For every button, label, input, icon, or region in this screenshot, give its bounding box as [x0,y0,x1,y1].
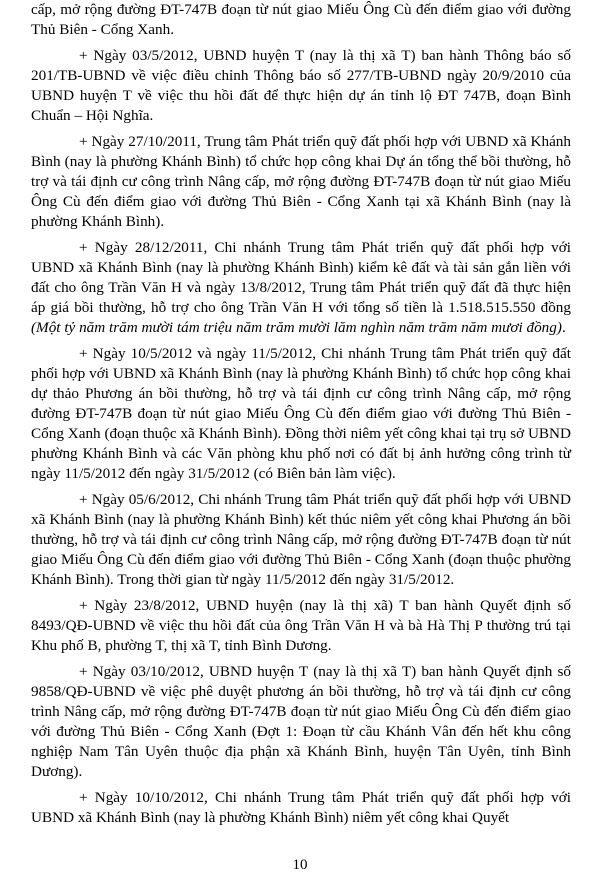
paragraph-6: + Ngày 05/6/2012, Chi nhánh Trung tâm Phát triển quỹ đất phối hợp với UBND xã Khánh Bình (nay là phường Khánh Bình) kết thúc niêm yết công khai Phương án bồi thường, hỗ trợ và tái định cư công trình Nâng cấp, mở rộng đường ĐT-747B đoạn từ nút giao Miếu Ông Cù đến điểm giao với đường Thủ Biên - Cổng Xanh (đoạn thuộc phường Khánh Bình). Trong thời gian từ ngày 11/5/2012 đến ngày 31/5/2012. [31,491,571,588]
paragraph-8: + Ngày 03/10/2012, UBND huyện T (nay là thị xã T) ban hành Quyết định số 9858/QĐ-UBND về việc phê duyệt phương án bồi thường, hỗ trợ và tái định cư công trình Nâng cấp, mở rộng đường ĐT-747B đoạn từ nút giao Miếu Ông Cù đến điểm giao với đường Thủ Biên - Cổng Xanh (Đợt 1: Đoạn từ cầu Khánh Vân đến hết khu công nghiệp Nam Tân Uyên thuộc địa phận xã Khánh Bình, huyện Tân Uyên, tỉnh Bình Dương). [31,663,571,780]
paragraph-4 [31,238,571,338]
paragraph-4-tail: . [561,319,566,336]
paragraph-3: + Ngày 27/10/2011, Trung tâm Phát triển quỹ đất phối hợp với UBND xã Khánh Bình (nay là phường Khánh Bình) tổ chức họp công khai Dự án tổng thể bồi thường, hỗ trợ và tái định cư công trình Nâng cấp, mở rộng đường ĐT-747B đoạn từ nút giao Miếu Ông Cù đến điểm giao với đường Thủ Biên - Cổng Xanh tại xã Khánh Bình (nay là phường Khánh Bình). [31,133,571,230]
document-body [31,0,571,834]
paragraph-2: + Ngày 03/5/2012, UBND huyện T (nay là thị xã T) ban hành Thông báo số 201/TB-UBND về việc điều chỉnh Thông báo số 277/TB-UBND ngày 20/9/2010 của UBND huyện T về việc thu hồi đất để thực hiện dự án tỉnh lộ ĐT 747B, đoạn Bình Chuẩn – Hội Nghĩa. [31,47,571,124]
paragraph-7: + Ngày 23/8/2012, UBND huyện (nay là thị xã) T ban hành Quyết định số 8493/QĐ-UBND về việc thu hồi đất của ông Trần Văn H và bà Hà Thị P thường trú tại Khu phố B, phường T, thị xã T, tỉnh Bình Dương. [31,597,571,654]
page-number: 10 [292,857,308,873]
paragraph-4-amount-in-words: (Một tỷ năm trăm mười tám triệu năm trăm mười lăm nghìn năm trăm năm mươi đồng) [31,319,562,336]
paragraph-5: + Ngày 10/5/2012 và ngày 11/5/2012, Chi nhánh Trung tâm Phát triển quỹ đất phối hợp với UBND xã Khánh Bình (nay là phường Khánh Bình) tổ chức họp công khai dự thảo Phương án bồi thường, hỗ trợ và tái định cư công trình Nâng cấp, mở rộng đường ĐT-747B đoạn từ nút giao Miếu Ông Cù đến điểm giao với đường Thủ Biên - Cổng Xanh (đoạn thuộc xã Khánh Bình). Đồng thời niêm yết công khai tại trụ sở UBND phường Khánh Bình và các Văn phòng khu phố nơi có đất bị ảnh hưởng công trình từ ngày 11/5/2012 đến ngày 31/5/2012 (có Biên bản làm việc). [31,345,571,482]
paragraph-4-text: + Ngày 28/12/2011, Chi nhánh Trung tâm Phát triển quỹ đất phối hợp với UBND xã Khánh Bình (nay là phường Khánh Bình) kiểm kê đất và tài sản gắn liền với đất cho ông Trần Văn H và ngày 13/8/2012, Trung tâm Phát triển quỹ đất đã thực hiện áp giá bồi thường, hỗ trợ cho ông Trần Văn H với tổng số tiền là 1.518.515.550 đồng [31,239,571,316]
paragraph-9: + Ngày 10/10/2012, Chi nhánh Trung tâm Phát triển quỹ đất phối hợp với UBND xã Khánh Bình (nay là phường Khánh Bình) niêm yết công khai Quyết [31,789,571,826]
paragraph-1: cấp, mở rộng đường ĐT-747B đoạn từ nút giao Miếu Ông Cù đến điểm giao với đường Thủ Biên - Cổng Xanh. [31,1,571,38]
